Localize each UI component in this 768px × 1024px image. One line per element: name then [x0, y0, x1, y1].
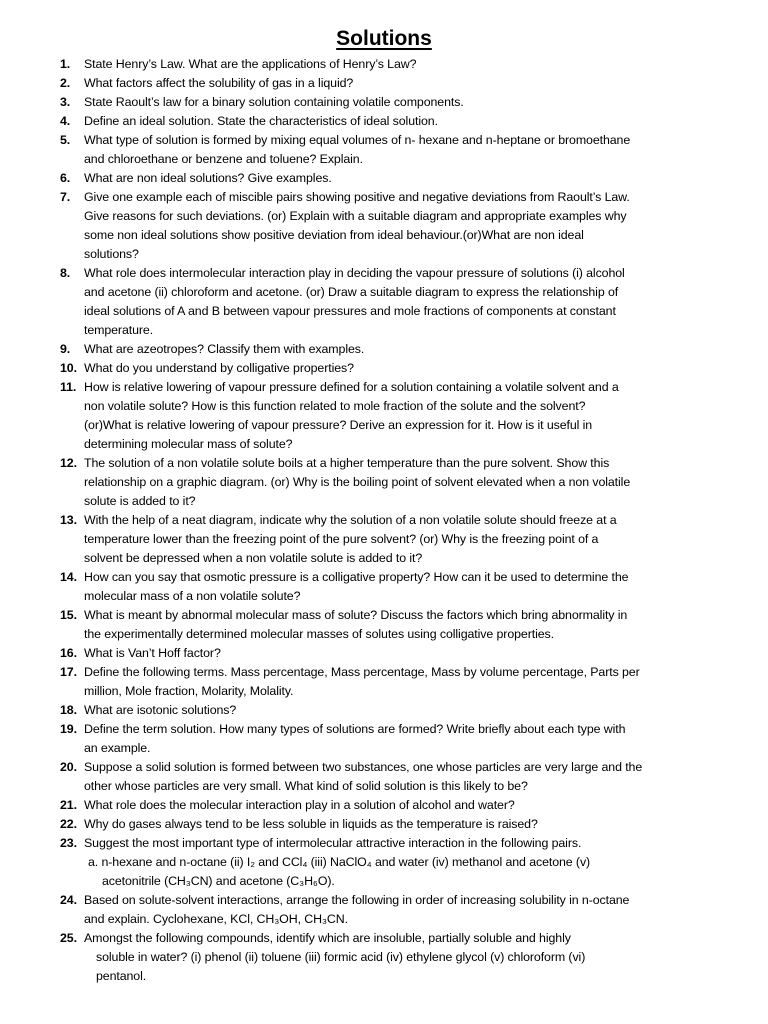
question-number: 18. [60, 703, 77, 717]
question-text-line: What are isotonic solutions? [84, 703, 237, 717]
question-text-line: ideal solutions of A and B between vapour pressures and mole fractions of components at constant [84, 304, 616, 318]
question-text-line: What role does the molecular interaction play in a solution of alcohol and water? [84, 798, 515, 812]
question-number: 22. [60, 817, 77, 831]
question-item [0, 359, 768, 378]
question-item [0, 112, 768, 131]
question-item [0, 834, 768, 891]
question-number: 20. [60, 760, 77, 774]
question-number: 10. [60, 361, 77, 375]
question-text-line: and explain. Cyclohexane, KCl, CH₃OH, CH₃CN. [84, 912, 348, 926]
question-text-line: the experimentally determined molecular masses of solutes using colligative properties. [84, 627, 554, 641]
question-text-line: solutions? [84, 247, 139, 261]
question-text-line: Define the following terms. Mass percentage, Mass percentage, Mass by volume percentage, Parts per [84, 665, 640, 679]
question-text-line: With the help of a neat diagram, indicate why the solution of a non volatile solute should freeze at a [84, 513, 617, 527]
question-number: 16. [60, 646, 77, 660]
question-text-line: an example. [84, 741, 151, 755]
question-item [0, 378, 768, 454]
question-text-line: determining molecular mass of solute? [84, 437, 293, 451]
question-number: 11. [60, 380, 77, 394]
question-number: 7. [60, 190, 71, 204]
question-text-line: What type of solution is formed by mixing equal volumes of n- hexane and n-heptane or bromoethane [84, 133, 631, 147]
question-number: 24. [60, 893, 77, 907]
question-text-line: What factors affect the solubility of gas in a liquid? [84, 76, 354, 90]
question-item [0, 891, 768, 929]
question-number: 8. [60, 266, 71, 280]
question-number: 19. [60, 722, 77, 736]
question-item [0, 169, 768, 188]
question-continuation-line: pentanol. [96, 969, 147, 983]
question-text-line: What do you understand by colligative properties? [84, 361, 354, 375]
question-number: 23. [60, 836, 77, 850]
question-item [0, 454, 768, 511]
question-number: 9. [60, 342, 71, 356]
question-text-line: relationship on a graphic diagram. (or) Why is the boiling point of solvent elevated when a non volatile [84, 475, 631, 489]
question-text-line: State Raoult’s law for a binary solution containing volatile components. [84, 95, 464, 109]
question-item [0, 644, 768, 663]
question-text-line: molecular mass of a non volatile solute? [84, 589, 301, 603]
question-number: 1. [60, 57, 71, 71]
question-text-line: How can you say that osmotic pressure is a colligative property? How can it be used to determine the [84, 570, 629, 584]
question-text-line: some non ideal solutions show positive deviation from ideal behaviour.(or)What are non ideal [84, 228, 584, 242]
question-item [0, 758, 768, 796]
question-text-line: Based on solute-solvent interactions, arrange the following in order of increasing solubility in n-octane [84, 893, 630, 907]
question-text-line: What are non ideal solutions? Give examples. [84, 171, 332, 185]
question-text-line: Give one example each of miscible pairs showing positive and negative deviations from Raoult’s Law. [84, 190, 630, 204]
question-text-line: Suggest the most important type of intermolecular attractive interaction in the following pairs. [84, 836, 582, 850]
question-text-line: Suppose a solid solution is formed between two substances, one whose particles are very large and the [84, 760, 643, 774]
question-subpart-line: acetonitrile (CH₃CN) and acetone (C₃H₆O). [102, 874, 335, 888]
question-text-line: solvent be depressed when a non volatile solute is added to it? [84, 551, 423, 565]
question-text-line: What is Van’t Hoff factor? [84, 646, 221, 660]
question-number: 12. [60, 456, 77, 470]
question-text-line: Define an ideal solution. State the characteristics of ideal solution. [84, 114, 438, 128]
question-item [0, 606, 768, 644]
question-number: 25. [60, 931, 77, 945]
question-text-line: Amongst the following compounds, identify which are insoluble, partially soluble and highly [84, 931, 571, 945]
question-item [0, 74, 768, 93]
question-item [0, 264, 768, 340]
page-title: Solutions [336, 27, 432, 50]
question-text-line: What is meant by abnormal molecular mass of solute? Discuss the factors which bring abnormality in [84, 608, 628, 622]
question-number: 2. [60, 76, 71, 90]
question-text-line: solute is added to it? [84, 494, 196, 508]
question-item [0, 663, 768, 701]
question-text-line: temperature. [84, 323, 154, 337]
question-item [0, 188, 768, 264]
question-text-line: How is relative lowering of vapour pressure defined for a solution containing a volatile solvent and a [84, 380, 619, 394]
question-number: 21. [60, 798, 77, 812]
question-item [0, 796, 768, 815]
question-text-line: The solution of a non volatile solute boils at a higher temperature than the pure solvent. Show this [84, 456, 610, 470]
question-item [0, 93, 768, 112]
question-item [0, 55, 768, 74]
question-text-line: and chloroethane or benzene and toluene? Explain. [84, 152, 363, 166]
question-text-line: What role does intermolecular interaction play in deciding the vapour pressure of solutions (i) alcohol [84, 266, 625, 280]
question-text-line: State Henry’s Law. What are the applications of Henry’s Law? [84, 57, 417, 71]
question-text-line: Why do gases always tend to be less soluble in liquids as the temperature is raised? [84, 817, 538, 831]
question-number: 3. [60, 95, 71, 109]
question-text-line: Give reasons for such deviations. (or) Explain with a suitable diagram and appropriate examples why [84, 209, 627, 223]
question-number: 15. [60, 608, 77, 622]
question-text-line: million, Mole fraction, Molarity, Molality. [84, 684, 294, 698]
question-item [0, 701, 768, 720]
question-number: 4. [60, 114, 71, 128]
question-item [0, 340, 768, 359]
question-text-line: (or)What is relative lowering of vapour pressure? Derive an expression for it. How is it useful in [84, 418, 593, 432]
question-item [0, 511, 768, 568]
question-text-line: other whose particles are very small. What kind of solid solution is this likely to be? [84, 779, 528, 793]
question-number: 5. [60, 133, 71, 147]
question-item [0, 720, 768, 758]
question-item [0, 568, 768, 606]
question-text-line: Define the term solution. How many types of solutions are formed? Write briefly about each type with [84, 722, 626, 736]
question-continuation-line: soluble in water? (i) phenol (ii) toluene (iii) formic acid (iv) ethylene glycol (v) chloroform (vi) [96, 950, 586, 964]
question-number: 17. [60, 665, 77, 679]
question-list [0, 55, 768, 986]
question-subpart-line: a. n-hexane and n-octane (ii) I₂ and CCl₄ (iii) NaClO₄ and water (iv) methanol and acetone (v) [88, 855, 591, 869]
question-text-line: temperature lower than the freezing point of the pure solvent? (or) Why is the freezing point of a [84, 532, 599, 546]
question-item [0, 815, 768, 834]
question-item [0, 929, 768, 986]
question-text-line: and acetone (ii) chloroform and acetone. (or) Draw a suitable diagram to express the relationship of [84, 285, 619, 299]
question-number: 13. [60, 513, 77, 527]
question-text-line: non volatile solute? How is this function related to mole fraction of the solute and the solvent? [84, 399, 586, 413]
question-number: 6. [60, 171, 71, 185]
question-number: 14. [60, 570, 77, 584]
question-item [0, 131, 768, 169]
question-text-line: What are azeotropes? Classify them with examples. [84, 342, 365, 356]
